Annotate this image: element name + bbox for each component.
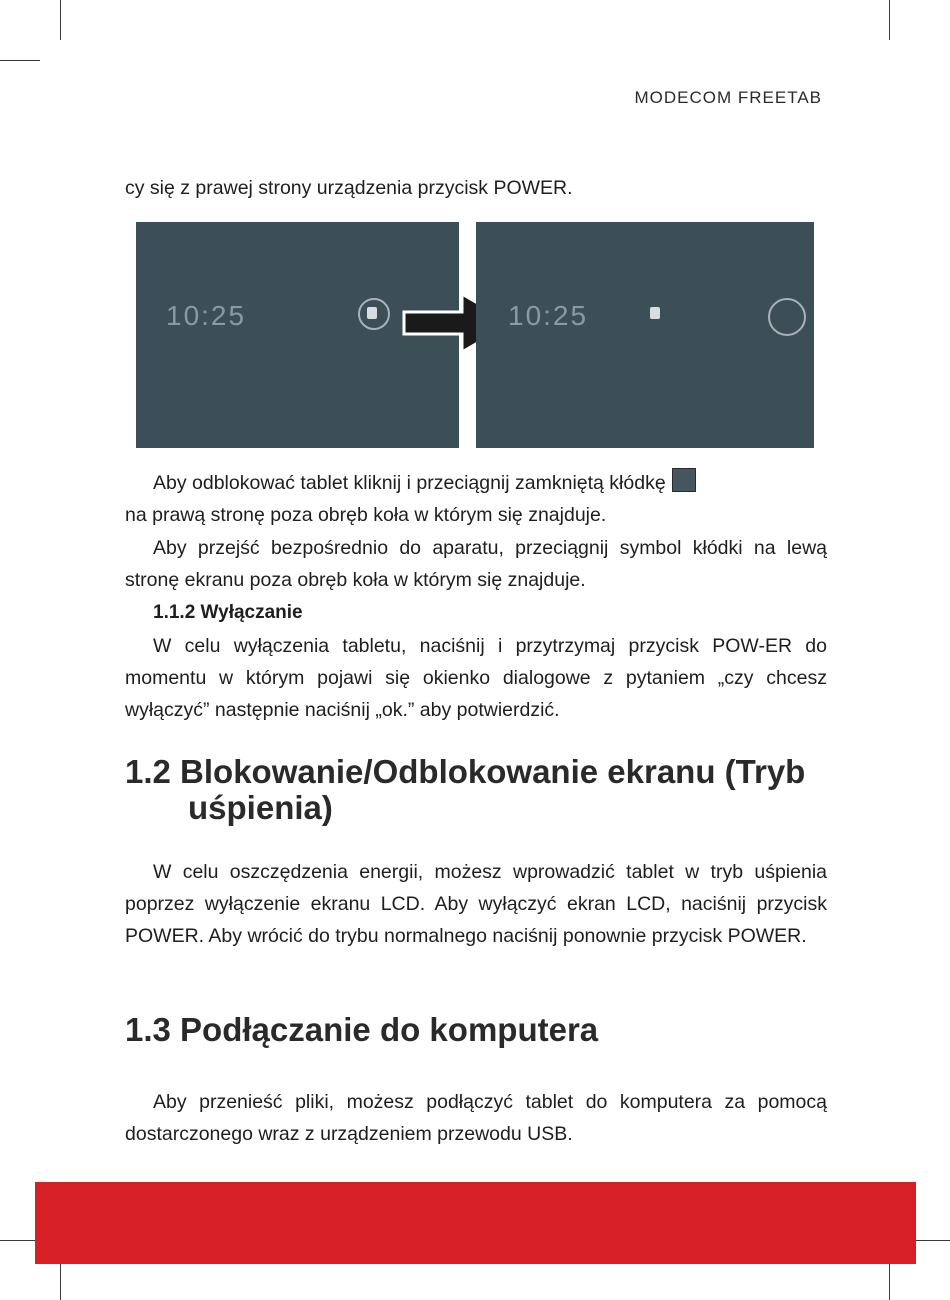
crop-mark (60, 1260, 61, 1300)
crop-mark (889, 0, 890, 40)
section-title-1-2 (125, 754, 825, 826)
screen-clock: 10:25 (166, 300, 247, 331)
unlock-text-cont: na prawą stronę poza obręb koła w którym się znajduje. (125, 504, 607, 526)
crop-mark (889, 1260, 890, 1300)
lockscreen-unlocking-image (476, 222, 814, 448)
sleep-paragraph: W celu oszczędzenia energii, możesz wprowadzić tablet w tryb uśpienia poprzez wyłączenie ekranu LCD. Aby wyłączyć ekran LCD, naciśnij przycisk POWER. Aby wrócić do trybu normalnego naciśnij ponownie przycisk POWER. (125, 861, 827, 947)
lock-icon (367, 307, 377, 319)
unlock-text: Aby odblokować tablet kliknij i przeciągnij zamkniętą kłódkę (153, 472, 666, 494)
footer-bar (35, 1182, 916, 1264)
screen-clock: 10:25 (508, 300, 589, 331)
camera-paragraph: Aby przejść bezpośrednio do aparatu, przeciągnij symbol kłódki na lewą stronę ekranu poza obręb koła w którym się znajduje. (125, 537, 827, 591)
lock-icon (672, 468, 696, 492)
unlock-ring-icon (768, 298, 806, 336)
crop-mark (910, 1240, 950, 1241)
crop-mark (0, 60, 40, 61)
lock-icon (650, 307, 660, 319)
section-title-line2: uśpienia) (188, 789, 333, 826)
section-title-1-3: 1.3 Podłączanie do komputera (125, 1011, 599, 1048)
crop-mark (60, 0, 61, 40)
subsection-title: 1.1.2 Wyłączanie (153, 602, 303, 623)
unlock-paragraph (125, 467, 827, 531)
usb-paragraph: Aby przenieść pliki, możesz podłączyć tablet do komputera za pomocą dostarczonego wraz z urządzeniem przewodu USB. (125, 1091, 827, 1145)
running-header: MODECOM FREETAB (634, 88, 822, 107)
crop-mark (0, 1240, 40, 1241)
intro-fragment: cy się z prawej strony urządzenia przycisk POWER. (125, 177, 573, 199)
section-title-line1: 1.2 Blokowanie/Odblokowanie ekranu (Tryb (125, 753, 806, 790)
shutdown-paragraph: W celu wyłączenia tabletu, naciśnij i przytrzymaj przycisk POW-ER do momentu w którym pojawi się okienko dialogowe z pytaniem „czy chcesz wyłączyć” następnie naciśnij „ok.” aby potwierdzić. (125, 635, 827, 721)
